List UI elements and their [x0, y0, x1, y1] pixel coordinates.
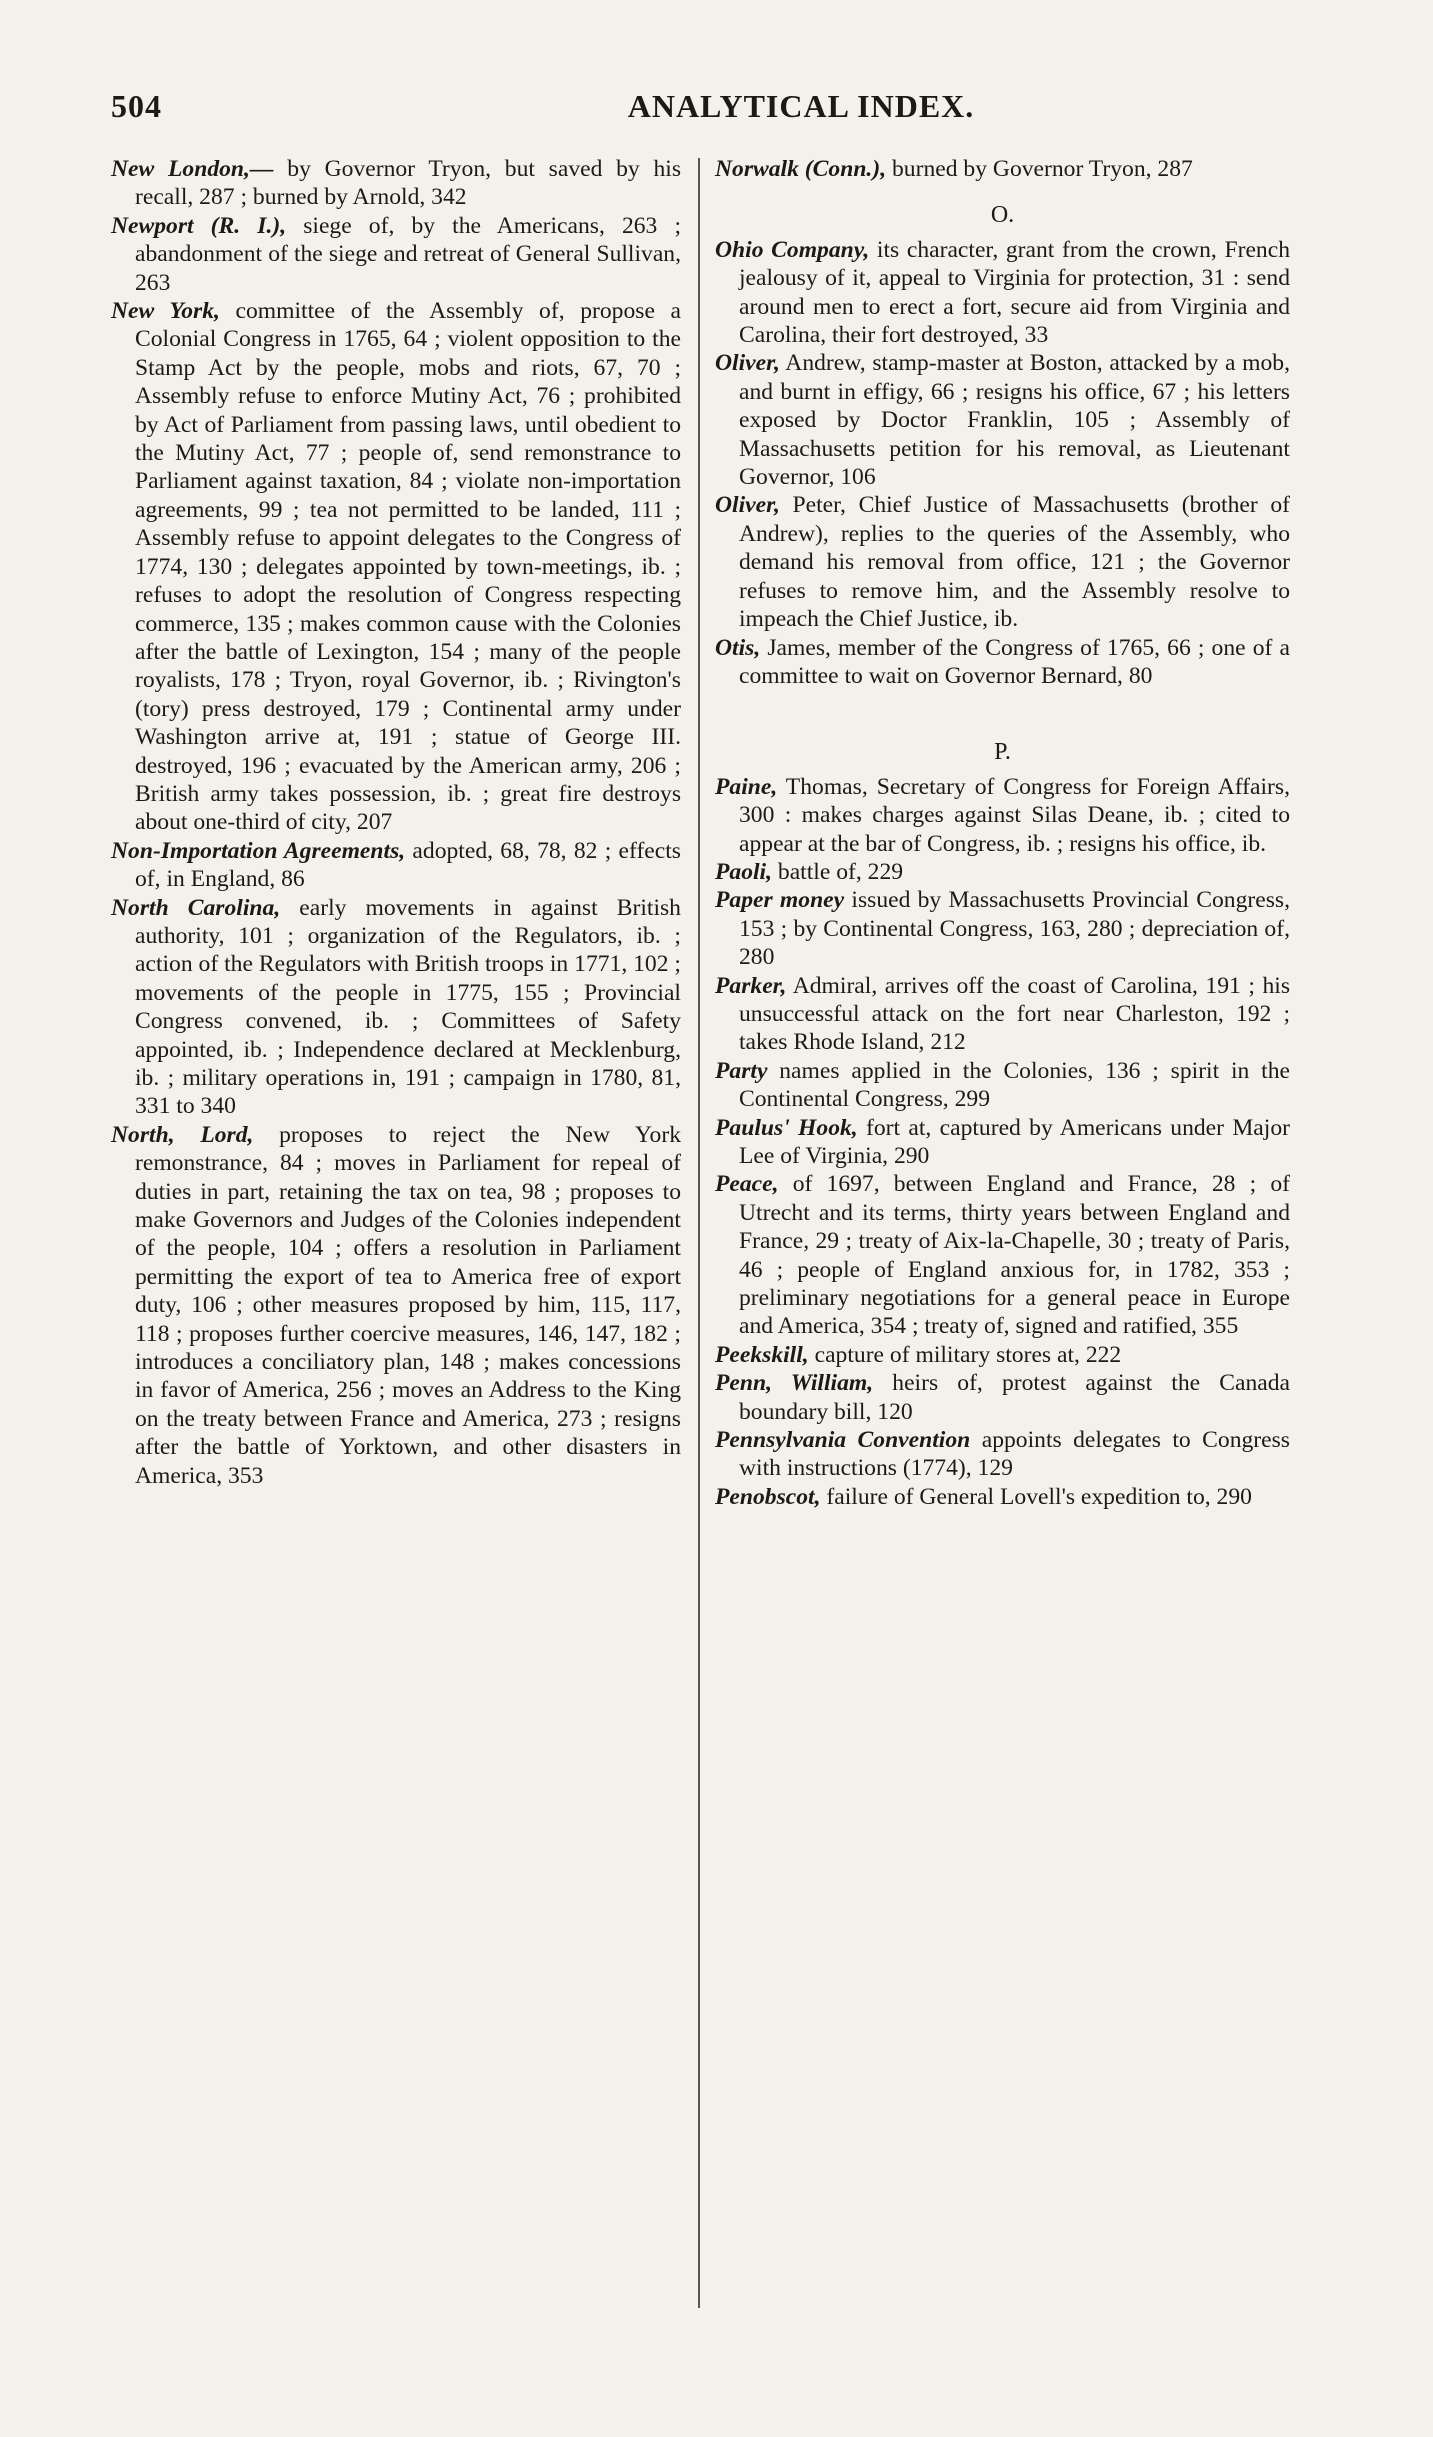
entry-text: James, member of the Congress of 1765, 66 ; one of a committee to wait on Governor Bernard, 80 [739, 634, 1290, 689]
entry-text: committee of the Assembly of, propose a Colonial Congress in 1765, 64 ; violent opposition to the Stamp Act by the people, mobs and riots, 67, 70 ; Assembly refuse to enforce Mutiny Act, 76 ; prohibited by Act of Parliament from passing laws, until obedient to the Mutiny Act, 77 ; people of, send remonstrance to Parliament against taxation, 84 ; violate non-importation agreements, 99 ; tea not permitted to be landed, 111 ; Assembly refuse to appoint delegates to the Congress of 1774, 130 ; delegates appointed by town-meetings, ib. ; refuses to adopt the resolution of Congress respecting commerce, 135 ; makes common cause with the Colonies after the battle of Lexington, 154 ; many of the people royalists, 178 ; Tryon, royal Governor, ib. ; Rivington's (tory) press destroyed, 179 ; Continental army under Washington arrive at, 191 ; statue of George III. destroyed, 196 ; evacuated by the American army, 206 ; British army takes possession, ib. ; great fire destroys about one-third of city, 207 [135, 298, 681, 836]
entry-term: Paper money [715, 887, 845, 914]
entry-text: Andrew, stamp-master at Boston, attacked by a mob, and burnt in effigy, 66 ; resigns his office, 67 ; his letters exposed by Doctor Franklin, 105 ; Assembly of Massachusetts petition for his removal, as Lieutenant Governor, 106 [739, 350, 1290, 491]
entry-term: Penn, William, [715, 1370, 874, 1397]
entry-text: battle of, 229 [772, 858, 904, 885]
column-divider [698, 158, 700, 2308]
index-entry [715, 972, 1290, 1057]
entry-text: early movements in against British authority, 101 ; organization of the Regulators, ib. ; action of the Regulators with British troops in 1771, 102 ; movements of the people in 1775, 155 ; Provincial Congress convened, ib. ; Committees of Safety appointed, ib. ; Independence declared at Mecklenburg, ib. ; military operations in, 191 ; campaign in 1780, 81, 331 to 340 [135, 894, 681, 1120]
entry-term: Norwalk (Conn.), [715, 156, 887, 182]
index-entry [111, 297, 681, 837]
entry-term: Non-Importation Agreements, [111, 837, 406, 864]
entry-text: of 1697, between England and France, 28 ; of Utrecht and its terms, thirty years between England and France, 29 ; treaty of Aix-la-Chapelle, 30 ; treaty of Paris, 46 ; people of England anxious for, in 1782, 353 ; preliminary negotiations for a general peace in Europe and America, 354 ; treaty of, signed and ratified, 355 [739, 1171, 1290, 1340]
index-entry [715, 1426, 1290, 1483]
index-entry [715, 491, 1290, 633]
running-head: ANALYTICAL INDEX. [627, 88, 975, 124]
section-letter-o: O. [990, 202, 1015, 229]
entry-text: siege of, by the Americans, 263 ; abandonment of the siege and retreat of General Sullivan, 263 [135, 212, 681, 296]
entry-term: Paulus' Hook, [715, 1114, 858, 1141]
entry-text: proposes to reject the New York remonstrance, 84 ; moves in Parliament for repeal of duties in part, retaining the tax on tea, 98 ; proposes to make Governors and Judges of the Colonies independent of the people, 104 ; offers a resolution in Parliament permitting the export of tea to America free of export duty, 106 ; other measures proposed by him, 115, 117, 118 ; proposes further coercive measures, 146, 147, 182 ; introduces a conciliatory plan, 148 ; makes concessions in favor of America, 256 ; moves an Address to the King on the treaty between France and America, 273 ; resigns after the battle of Yorktown, and other disasters in America, 353 [135, 1121, 681, 1489]
entry-term: Party [715, 1057, 768, 1084]
index-entry [715, 634, 1290, 691]
left-column [111, 155, 681, 1490]
entry-text: Admiral, arrives off the coast of Carolina, 191 ; his unsuccessful attack on the fort near Charleston, 192 ; takes Rhode Island, 212 [739, 972, 1290, 1056]
index-entry [715, 886, 1290, 971]
index-entry [111, 837, 681, 894]
index-entry [111, 155, 681, 212]
index-entry [715, 1483, 1290, 1511]
entry-term: Penobscot, [715, 1483, 821, 1510]
entry-text: adopted, 68, 78, 82 ; effects of, in England, 86 [135, 837, 681, 893]
entry-term: Ohio Company, [715, 236, 870, 263]
index-entry [715, 155, 1290, 183]
index-entry [715, 1114, 1290, 1171]
index-entry [111, 212, 681, 297]
entry-text: Thomas, Secretary of Congress for Foreign Affairs, 300 : makes charges against Silas Deane, ib. ; cited to appear at the bar of Congress, ib. ; resigns his office, ib. [739, 773, 1290, 857]
entry-text: appoints delegates to Congress with instructions (1774), 129 [739, 1427, 1290, 1482]
entry-text: heirs of, protest against the Canada boundary bill, 120 [739, 1370, 1291, 1425]
index-entry [715, 1369, 1290, 1426]
entry-text: fort at, captured by Americans under Major Lee of Virginia, 290 [739, 1114, 1290, 1169]
entry-term: Peekskill, [715, 1341, 809, 1368]
entry-term: Peace, [715, 1171, 779, 1198]
entry-term: Otis, [715, 634, 761, 661]
index-entry [715, 1057, 1290, 1114]
entry-term: Pennsylvania Convention [715, 1427, 971, 1454]
entry-text: by Governor Tryon, but saved by his recall, 287 ; burned by Arnold, 342 [135, 156, 682, 211]
entry-term: North Carolina, [111, 894, 281, 921]
entry-term: Parker, [715, 972, 787, 999]
section-letter-p: P. [994, 739, 1011, 766]
entry-term: North, Lord, [111, 1121, 254, 1148]
entry-text: its character, grant from the crown, French jealousy of it, appeal to Virginia for protection, 31 : send around men to erect a fort, secure aid from Virginia and Carolina, their fort destroyed, 33 [739, 236, 1290, 349]
entry-term: Paine, [715, 773, 778, 800]
entry-text: failure of General Lovell's expedition to, 290 [820, 1483, 1252, 1510]
entry-text: capture of military stores at, 222 [808, 1341, 1122, 1368]
entry-text: burned by Governor Tryon, 287 [886, 156, 1193, 182]
index-entry [111, 894, 681, 1121]
index-entry [715, 236, 1290, 350]
index-entry [715, 1170, 1290, 1340]
entry-text: Peter, Chief Justice of Massachusetts (brother of Andrew), replies to the queries of the Assembly, who demand his removal from office, 121 ; the Governor refuses to remove him, and the Assembly resolve to impeach the Chief Justice, ib. [739, 492, 1290, 633]
index-entry [715, 349, 1290, 491]
index-entry [715, 1341, 1290, 1369]
index-entry [715, 858, 1290, 886]
entry-text: names applied in the Colonies, 136 ; spirit in the Continental Congress, 299 [739, 1057, 1290, 1113]
page-header [111, 88, 1351, 138]
entry-term: Newport (R. I.), [111, 212, 287, 239]
entry-text: issued by Massachusetts Provincial Congress, 153 ; by Continental Congress, 163, 280 ; depreciation of, 280 [739, 887, 1290, 971]
right-column [715, 155, 1290, 1511]
page-number: 504 [111, 88, 162, 124]
index-entry [111, 1121, 681, 1490]
entry-term: Paoli, [715, 858, 773, 885]
entry-term: New London,— [111, 156, 274, 182]
index-entry [715, 773, 1290, 858]
entry-term: New York, [111, 298, 220, 325]
entry-term: Oliver, [715, 350, 780, 377]
entry-term: Oliver, [715, 492, 780, 519]
